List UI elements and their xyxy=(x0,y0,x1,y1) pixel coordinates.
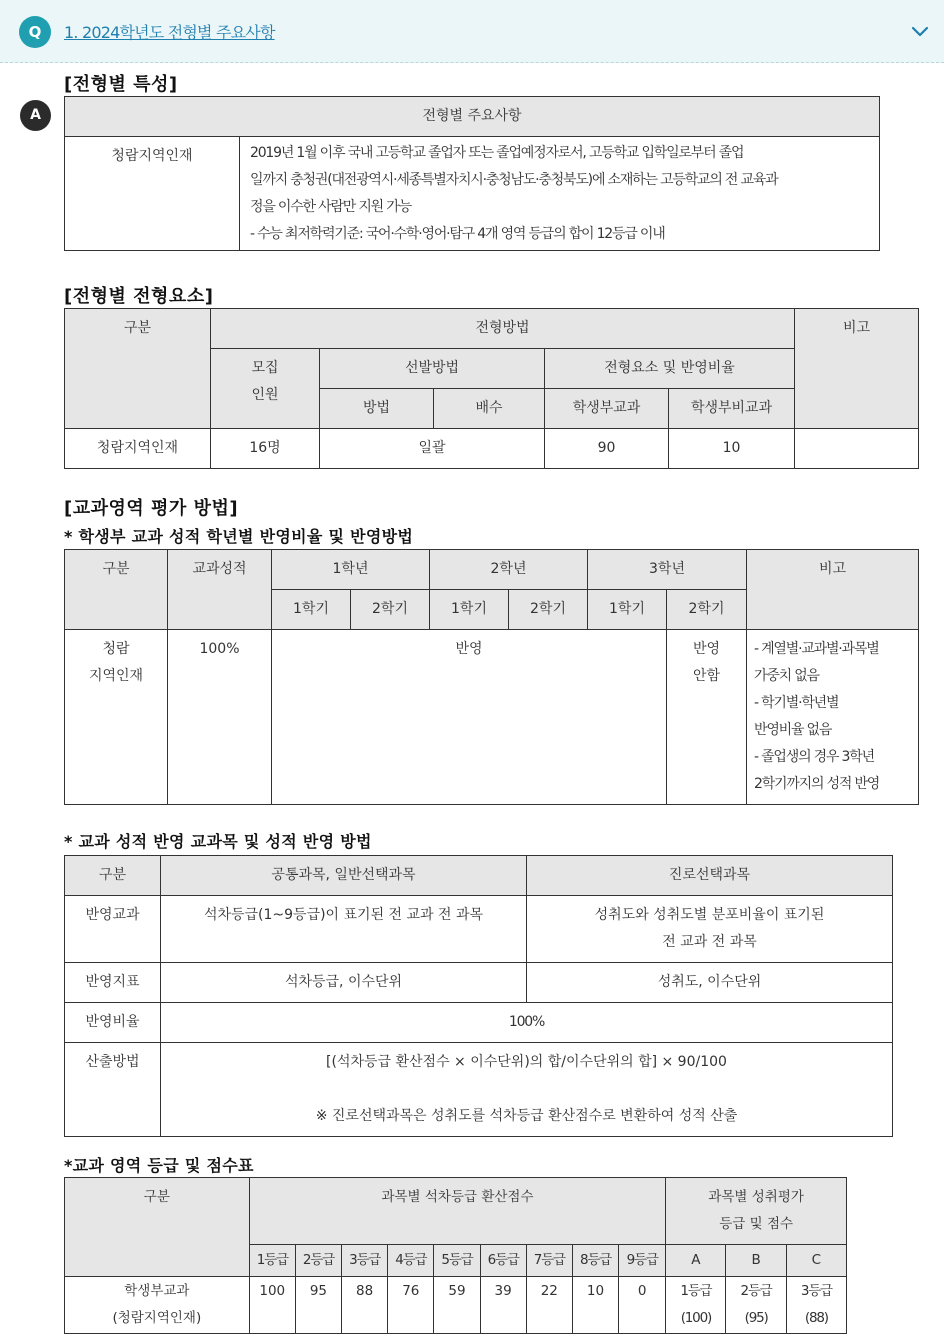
th-letter: A xyxy=(666,1245,726,1277)
cell-bigyogwa: 10 xyxy=(669,429,795,469)
char-line: 2019년 1월 이후 국내 고등학교 졸업자 또는 졸업예정자로서, 고등학교 입학일로부터 졸업 xyxy=(250,145,744,161)
cell-gubun xyxy=(65,630,168,805)
note-line: - 학기별·학년별 xyxy=(754,695,839,711)
th-grade: 3등급 xyxy=(342,1245,388,1277)
th-rank-score: 과목별 석차등급 환산점수 xyxy=(249,1178,666,1245)
row-label: 청람지역인재 xyxy=(65,137,240,251)
th-grade: 1등급 xyxy=(249,1245,295,1277)
th-mojip-line2: 인원 xyxy=(251,387,279,403)
cell-score: 39 xyxy=(480,1277,526,1334)
gubun-line1: 청람 xyxy=(102,641,130,657)
th-grade3: 3학년 xyxy=(588,550,747,590)
th-grade: 5등급 xyxy=(434,1245,480,1277)
admission-characteristics-table xyxy=(64,96,880,251)
cell-count: 16명 xyxy=(211,429,320,469)
note-line: 반영비율 없음 xyxy=(754,722,832,738)
row-label-line2: (청람지역인재) xyxy=(112,1310,202,1326)
cell-ach xyxy=(666,1277,726,1334)
ach-grade: 2등급 xyxy=(740,1283,772,1299)
char-line: - 수능 최저학력기준: 국어·수학·영어·탐구 4개 영역 등급의 합이 12등급 이내 xyxy=(250,226,665,242)
career-line2: 전 교과 전 과목 xyxy=(662,934,757,950)
ach-grade: 1등급 xyxy=(680,1283,712,1299)
th-bigo: 비고 xyxy=(747,550,919,630)
cell-index-career: 성취도, 이수단위 xyxy=(527,963,893,1003)
cell-subject-common: 석차등급(1~9등급)이 표기된 전 교과 전 과목 xyxy=(161,896,527,963)
section3-heading: [교과영역 평가 방법] xyxy=(64,498,239,519)
th-baesu: 배수 xyxy=(434,389,545,429)
th-mojip-line1: 모집 xyxy=(251,360,279,376)
th-gubun: 구분 xyxy=(65,309,211,429)
th-score: 교과성적 xyxy=(168,550,272,630)
section4-subheading: * 교과 성적 반영 교과목 및 성적 반영 방법 xyxy=(64,832,372,851)
cell-subject-career xyxy=(527,896,893,963)
th-bangbeop: 방법 xyxy=(320,389,434,429)
ach-score: (95) xyxy=(744,1310,768,1326)
ach-grade: 3등급 xyxy=(800,1283,832,1299)
row-label-line1: 학생부교과 xyxy=(124,1283,190,1299)
th-semester: 2학기 xyxy=(509,590,588,630)
cell-calc-label: 산출방법 xyxy=(65,1043,161,1137)
cell-score: 88 xyxy=(342,1277,388,1334)
characteristics-text xyxy=(240,137,880,251)
not-line1: 반영 xyxy=(692,641,721,657)
th-main-points: 전형별 주요사항 xyxy=(65,97,880,137)
char-line: 정을 이수한 사람만 지원 가능 xyxy=(250,199,411,215)
th-gubun: 구분 xyxy=(65,1178,250,1277)
cell-not-reflect xyxy=(667,630,747,805)
cell-score: 100% xyxy=(168,630,272,805)
ach-score: (100) xyxy=(680,1310,712,1326)
th-letter: C xyxy=(786,1245,846,1277)
th-grade: 7등급 xyxy=(526,1245,572,1277)
section1-heading: [전형별 특성] xyxy=(64,74,178,95)
th-ach-line2: 등급 및 점수 xyxy=(719,1216,794,1232)
cell-ratio-value: 100% xyxy=(161,1003,893,1043)
th-ach-line1: 과목별 성취평가 xyxy=(708,1189,804,1205)
cell-method: 일괄 xyxy=(320,429,545,469)
cell-subject-label: 반영교과 xyxy=(65,896,161,963)
char-line: 일까지 충청권(대전광역시·세종특별자치시·충청남도·충청북도)에 소재하는 고등학교의 전 교육과 xyxy=(250,172,778,188)
th-mojip xyxy=(211,349,320,429)
th-hsb-bigyogwa: 학생부비교과 xyxy=(669,389,795,429)
admission-elements-table xyxy=(64,308,919,469)
th-grade2: 2학년 xyxy=(430,550,588,590)
note-line: 가중치 없음 xyxy=(754,668,819,684)
career-line1: 성취도와 성취도별 분포비율이 표기된 xyxy=(594,907,825,923)
gubun-line2: 지역인재 xyxy=(88,668,144,684)
th-semester: 2학기 xyxy=(351,590,430,630)
cell-row-label xyxy=(65,1277,250,1334)
cell-score: 0 xyxy=(619,1277,666,1334)
th-letter: B xyxy=(726,1245,786,1277)
section5-subheading: *교과 영역 등급 및 점수표 xyxy=(64,1156,254,1175)
th-career: 진로선택과목 xyxy=(527,856,893,896)
cell-score: 76 xyxy=(388,1277,434,1334)
th-grade: 4등급 xyxy=(388,1245,434,1277)
not-line2: 안함 xyxy=(692,668,721,684)
cell-score: 22 xyxy=(526,1277,572,1334)
th-elements: 전형요소 및 반영비율 xyxy=(545,349,795,389)
cell-bigo xyxy=(795,429,919,469)
ach-score: (88) xyxy=(804,1310,828,1326)
th-achievement xyxy=(666,1178,847,1245)
cell-gyogwa: 90 xyxy=(545,429,669,469)
cell-score: 100 xyxy=(249,1277,295,1334)
th-semester: 2학기 xyxy=(667,590,747,630)
th-grade: 9등급 xyxy=(619,1245,666,1277)
calc-formula: [(석차등급 환산점수 × 이수단위)의 합/이수단위의 합] × 90/100 xyxy=(326,1054,727,1070)
subject-method-table xyxy=(64,855,893,1137)
cell-reflect: 반영 xyxy=(272,630,667,805)
calc-note: ※ 진로선택과목은 성취도를 석차등급 환산점수로 변환하여 성적 산출 xyxy=(315,1108,738,1124)
th-gubun: 구분 xyxy=(65,550,168,630)
question-header[interactable] xyxy=(0,0,944,63)
a-badge: A xyxy=(20,100,51,131)
cell-index-label: 반영지표 xyxy=(65,963,161,1003)
th-gubun: 구분 xyxy=(65,856,161,896)
cell-score: 59 xyxy=(434,1277,480,1334)
note-line: 2학기까지의 성적 반영 xyxy=(754,776,880,792)
th-method: 전형방법 xyxy=(211,309,795,349)
calc-spacer xyxy=(165,1076,888,1103)
th-semester: 1학기 xyxy=(430,590,509,630)
note-line: - 계열별·교과별·과목별 xyxy=(754,641,879,657)
th-common: 공통과목, 일반선택과목 xyxy=(161,856,527,896)
th-semester: 1학기 xyxy=(588,590,667,630)
th-grade: 8등급 xyxy=(572,1245,618,1277)
cell-notes xyxy=(747,630,919,805)
cell-score: 95 xyxy=(295,1277,341,1334)
grade-ratio-table xyxy=(64,549,919,805)
th-hsb-gyogwa: 학생부교과 xyxy=(545,389,669,429)
section3-subheading: * 학생부 교과 성적 학년별 반영비율 및 반영방법 xyxy=(64,527,414,546)
th-seonbal: 선발방법 xyxy=(320,349,545,389)
cell-score: 10 xyxy=(572,1277,618,1334)
cell-gubun: 청람지역인재 xyxy=(65,429,211,469)
cell-ach xyxy=(786,1277,846,1334)
cell-index-common: 석차등급, 이수단위 xyxy=(161,963,527,1003)
cell-ach xyxy=(726,1277,786,1334)
chevron-down-icon[interactable] xyxy=(910,22,930,42)
th-bigo: 비고 xyxy=(795,309,919,429)
question-title[interactable]: 1. 2024학년도 전형별 주요사항 xyxy=(64,23,275,42)
section2-heading: [전형별 전형요소] xyxy=(64,286,214,307)
cell-ratio-label: 반영비율 xyxy=(65,1003,161,1043)
cell-calc xyxy=(161,1043,893,1137)
th-semester: 1학기 xyxy=(272,590,351,630)
th-grade: 2등급 xyxy=(295,1245,341,1277)
grade-score-table xyxy=(64,1177,847,1334)
th-grade: 6등급 xyxy=(480,1245,526,1277)
q-badge: Q xyxy=(19,16,51,48)
note-line: - 졸업생의 경우 3학년 xyxy=(754,749,874,765)
th-grade1: 1학년 xyxy=(272,550,430,590)
